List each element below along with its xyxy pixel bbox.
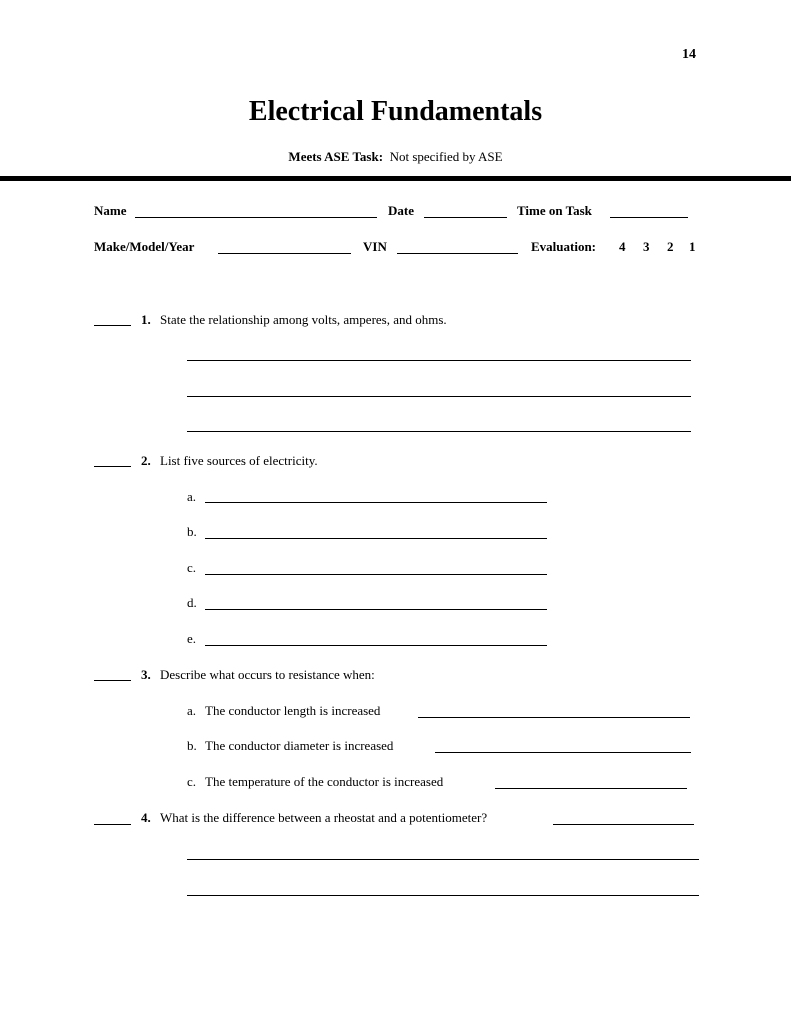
header-divider — [0, 176, 791, 181]
question-4-check-blank[interactable] — [94, 824, 131, 825]
evaluation-label: Evaluation: — [531, 239, 597, 254]
question-3-item-b-line[interactable] — [435, 752, 691, 753]
question-2-item-letter: d. — [187, 595, 197, 610]
date-label: Date — [388, 203, 414, 218]
question-1-answer-line[interactable] — [187, 431, 691, 432]
date-field[interactable] — [424, 217, 507, 218]
question-3-text: Describe what occurs to resistance when: — [160, 667, 375, 682]
question-3-item-letter: a. — [187, 703, 197, 718]
vin-label: VIN — [363, 239, 387, 254]
question-3-check-blank[interactable] — [94, 680, 131, 681]
question-1-check-blank[interactable] — [94, 325, 131, 326]
question-4-text: What is the difference between a rheostat and a potentiometer? — [160, 810, 488, 825]
question-4-answer-line[interactable] — [187, 859, 699, 860]
question-2-number: 2. — [141, 453, 151, 468]
make-model-year-label: Make/Model/Year — [94, 239, 195, 254]
ase-task-value: Not specified by ASE — [389, 149, 503, 164]
question-3-item-a-line[interactable] — [418, 717, 690, 718]
question-4-number: 4. — [141, 810, 151, 825]
question-2-item-letter: a. — [187, 489, 197, 504]
question-2-item-letter: b. — [187, 524, 197, 539]
question-2-item-d-line[interactable] — [205, 609, 547, 610]
make-model-year-field[interactable] — [218, 253, 351, 254]
ase-task-label: Meets ASE Task: — [288, 149, 384, 164]
question-3-item-letter: b. — [187, 738, 197, 753]
page-number: 14 — [682, 47, 696, 62]
evaluation-score-4[interactable]: 4 — [619, 239, 626, 254]
ase-task-line — [0, 149, 791, 165]
question-2-text: List five sources of electricity. — [160, 453, 318, 468]
evaluation-score-2[interactable]: 2 — [667, 239, 674, 254]
question-1-answer-line[interactable] — [187, 360, 691, 361]
question-2-item-b-line[interactable] — [205, 538, 547, 539]
question-2-item-c-line[interactable] — [205, 574, 547, 575]
question-2-item-letter: e. — [187, 631, 197, 646]
question-1-number: 1. — [141, 312, 151, 327]
name-label: Name — [94, 203, 127, 218]
time-on-task-label: Time on Task — [517, 203, 592, 218]
page-title: Electrical Fundamentals — [248, 96, 543, 127]
question-3-item-c-line[interactable] — [495, 788, 687, 789]
evaluation-score-1[interactable]: 1 — [689, 239, 696, 254]
question-4-answer-line[interactable] — [187, 895, 699, 896]
name-field[interactable] — [135, 217, 377, 218]
question-3-item-b-text: The conductor diameter is increased — [205, 738, 394, 753]
question-3-number: 3. — [141, 667, 151, 682]
time-on-task-field[interactable] — [610, 217, 688, 218]
question-2-item-a-line[interactable] — [205, 502, 547, 503]
question-2-check-blank[interactable] — [94, 466, 131, 467]
question-1-answer-line[interactable] — [187, 396, 691, 397]
question-1-text: State the relationship among volts, amperes, and ohms. — [160, 312, 447, 327]
question-3-item-c-text: The temperature of the conductor is increased — [205, 774, 444, 789]
question-3-item-letter: c. — [187, 774, 197, 789]
question-2-item-letter: c. — [187, 560, 197, 575]
evaluation-score-3[interactable]: 3 — [643, 239, 650, 254]
vin-field[interactable] — [397, 253, 518, 254]
question-3-item-a-text: The conductor length is increased — [205, 703, 381, 718]
question-2-item-e-line[interactable] — [205, 645, 547, 646]
question-4-answer-line[interactable] — [553, 824, 694, 825]
